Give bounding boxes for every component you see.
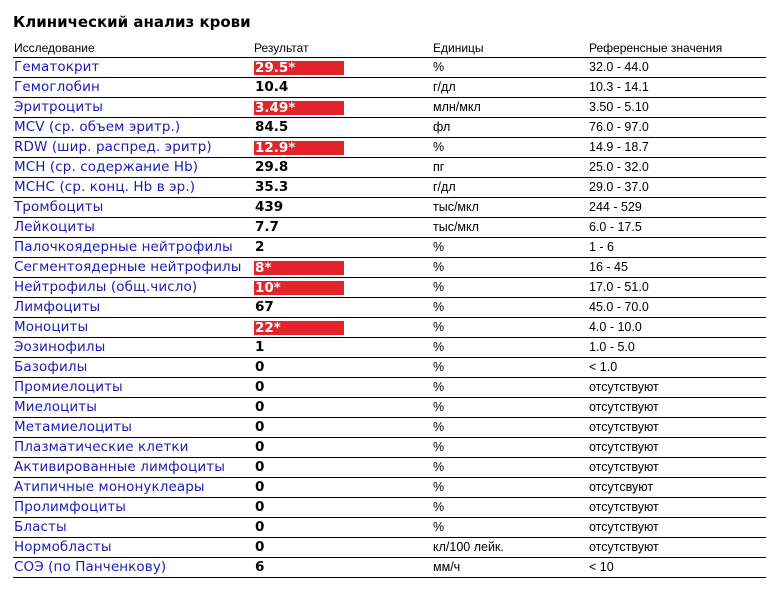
- reference-range: < 10: [589, 560, 614, 574]
- result-value: 67: [255, 299, 274, 315]
- test-name: Лейкоциты: [14, 219, 96, 235]
- result-value: 439: [255, 199, 284, 215]
- unit-value: тыс/мкл: [433, 220, 479, 234]
- reference-range: отсутствуют: [589, 380, 659, 394]
- table-row: [13, 478, 766, 498]
- reference-range: 6.0 - 17.5: [589, 220, 642, 234]
- unit-value: кл/100 лейк.: [433, 540, 504, 554]
- reference-range: 17.0 - 51.0: [589, 280, 649, 294]
- test-name: Бласты: [14, 519, 67, 535]
- test-name: Миелоциты: [14, 399, 98, 415]
- header-name: Исследование: [14, 41, 95, 55]
- test-name: Плазматические клетки: [14, 439, 189, 455]
- header-result: Результат: [254, 41, 309, 55]
- result-value: 1: [255, 339, 265, 355]
- reference-range: отсутствуют: [589, 500, 659, 514]
- test-name: Гематокрит: [14, 59, 100, 75]
- header-ref: Референсные значения: [589, 41, 723, 55]
- unit-value: г/дл: [433, 80, 456, 94]
- test-name: Базофилы: [14, 359, 88, 375]
- test-name: Палочкоядерные нейтрофилы: [14, 239, 233, 255]
- table-row: [13, 318, 766, 338]
- unit-value: %: [433, 340, 445, 354]
- result-value-flagged: 10*: [254, 281, 344, 295]
- reference-range: отсутствуют: [589, 540, 659, 554]
- table-row: [13, 418, 766, 438]
- test-name: Атипичные мононуклеары: [14, 479, 205, 495]
- reference-range: 45.0 - 70.0: [589, 300, 649, 314]
- table-row: [13, 118, 766, 138]
- table-row: [13, 498, 766, 518]
- unit-value: %: [433, 440, 445, 454]
- result-value: 0: [255, 499, 265, 515]
- result-value: 0: [255, 379, 265, 395]
- result-value: 35.3: [255, 179, 289, 195]
- unit-value: фл: [433, 120, 451, 134]
- result-value: 0: [255, 539, 265, 555]
- test-name: Моноциты: [14, 319, 89, 335]
- reference-range: 32.0 - 44.0: [589, 60, 649, 74]
- result-value: 0: [255, 439, 265, 455]
- unit-value: %: [433, 380, 445, 394]
- reference-range: 16 - 45: [589, 260, 628, 274]
- result-value-flagged: 8*: [254, 261, 344, 275]
- unit-value: млн/мкл: [433, 100, 481, 114]
- test-name: Нормобласты: [14, 539, 112, 555]
- table-row: [13, 338, 766, 358]
- test-name: Сегментоядерные нейтрофилы: [14, 259, 242, 275]
- table-row: [13, 178, 766, 198]
- table-row: [13, 398, 766, 418]
- table-row: [13, 78, 766, 98]
- test-name: Тромбоциты: [14, 199, 104, 215]
- reference-range: отсутствуют: [589, 460, 659, 474]
- unit-value: тыс/мкл: [433, 200, 479, 214]
- unit-value: %: [433, 240, 445, 254]
- result-value: 10.4: [255, 79, 289, 95]
- result-value-flagged: 22*: [254, 321, 344, 335]
- table-header: [13, 38, 766, 58]
- page-title: Клинический анализ крови: [13, 13, 251, 31]
- result-value: 0: [255, 519, 265, 535]
- table-row: [13, 358, 766, 378]
- test-name: Лимфоциты: [14, 299, 101, 315]
- unit-value: %: [433, 300, 445, 314]
- table-row: [13, 98, 766, 118]
- test-name: MCHC (ср. конц. Hb в эр.): [14, 179, 196, 195]
- unit-value: %: [433, 480, 445, 494]
- table-row: [13, 258, 766, 278]
- reference-range: 10.3 - 14.1: [589, 80, 649, 94]
- reference-range: отсутсвуют: [589, 480, 654, 494]
- table-row: [13, 538, 766, 558]
- test-name: Пролимфоциты: [14, 499, 127, 515]
- reference-range: 244 - 529: [589, 200, 642, 214]
- unit-value: %: [433, 400, 445, 414]
- reference-range: 29.0 - 37.0: [589, 180, 649, 194]
- unit-value: %: [433, 320, 445, 334]
- test-name: Промиелоциты: [14, 379, 123, 395]
- table-row: [13, 518, 766, 538]
- reference-range: отсутствуют: [589, 440, 659, 454]
- reference-range: отсутствуют: [589, 520, 659, 534]
- unit-value: мм/ч: [433, 560, 461, 574]
- reference-range: 1.0 - 5.0: [589, 340, 635, 354]
- test-name: MCV (ср. объем эритр.): [14, 119, 181, 135]
- table-row: [13, 378, 766, 398]
- table-row: [13, 298, 766, 318]
- test-name: Метамиелоциты: [14, 419, 133, 435]
- table-row: [13, 218, 766, 238]
- unit-value: %: [433, 60, 445, 74]
- unit-value: %: [433, 520, 445, 534]
- unit-value: %: [433, 280, 445, 294]
- table-row: [13, 58, 766, 78]
- result-value: 0: [255, 479, 265, 495]
- test-name: Активированные лимфоциты: [14, 459, 225, 475]
- unit-value: %: [433, 360, 445, 374]
- reference-range: отсутствуют: [589, 400, 659, 414]
- test-name: MCH (ср. содержание Hb): [14, 159, 199, 175]
- result-value: 0: [255, 459, 265, 475]
- table-body: [13, 58, 766, 578]
- result-value: 0: [255, 399, 265, 415]
- table-row: [13, 278, 766, 298]
- result-value: 0: [255, 419, 265, 435]
- table-row: [13, 158, 766, 178]
- result-value-flagged: 3.49*: [254, 101, 344, 115]
- result-value: 6: [255, 559, 265, 575]
- test-name: Нейтрофилы (общ.число): [14, 279, 198, 295]
- test-name: Эритроциты: [14, 99, 103, 115]
- result-value: 29.8: [255, 159, 289, 175]
- table-row: [13, 238, 766, 258]
- reference-range: 25.0 - 32.0: [589, 160, 649, 174]
- table-row: [13, 558, 766, 578]
- table-row: [13, 138, 766, 158]
- reference-range: отсутствуют: [589, 420, 659, 434]
- result-value: 84.5: [255, 119, 289, 135]
- test-name: СОЭ (по Панченкову): [14, 559, 167, 575]
- reference-range: 76.0 - 97.0: [589, 120, 649, 134]
- table-row: [13, 458, 766, 478]
- reference-range: < 1.0: [589, 360, 618, 374]
- unit-value: %: [433, 460, 445, 474]
- result-value: 0: [255, 359, 265, 375]
- unit-value: %: [433, 500, 445, 514]
- result-value: 2: [255, 239, 265, 255]
- unit-value: г/дл: [433, 180, 456, 194]
- table-row: [13, 438, 766, 458]
- header-unit: Единицы: [433, 41, 484, 55]
- table-row: [13, 198, 766, 218]
- result-value-flagged: 12.9*: [254, 141, 344, 155]
- unit-value: %: [433, 140, 445, 154]
- unit-value: %: [433, 260, 445, 274]
- test-name: Гемоглобин: [14, 79, 100, 95]
- result-value-flagged: 29.5*: [254, 61, 344, 75]
- reference-range: 4.0 - 10.0: [589, 320, 642, 334]
- reference-range: 1 - 6: [589, 240, 615, 254]
- results-table: [13, 38, 766, 578]
- unit-value: %: [433, 420, 445, 434]
- result-value: 7.7: [255, 219, 279, 235]
- unit-value: пг: [433, 160, 445, 174]
- reference-range: 3.50 - 5.10: [589, 100, 649, 114]
- test-name: Эозинофилы: [14, 339, 106, 355]
- reference-range: 14.9 - 18.7: [589, 140, 649, 154]
- test-name: RDW (шир. распред. эритр): [14, 139, 212, 155]
